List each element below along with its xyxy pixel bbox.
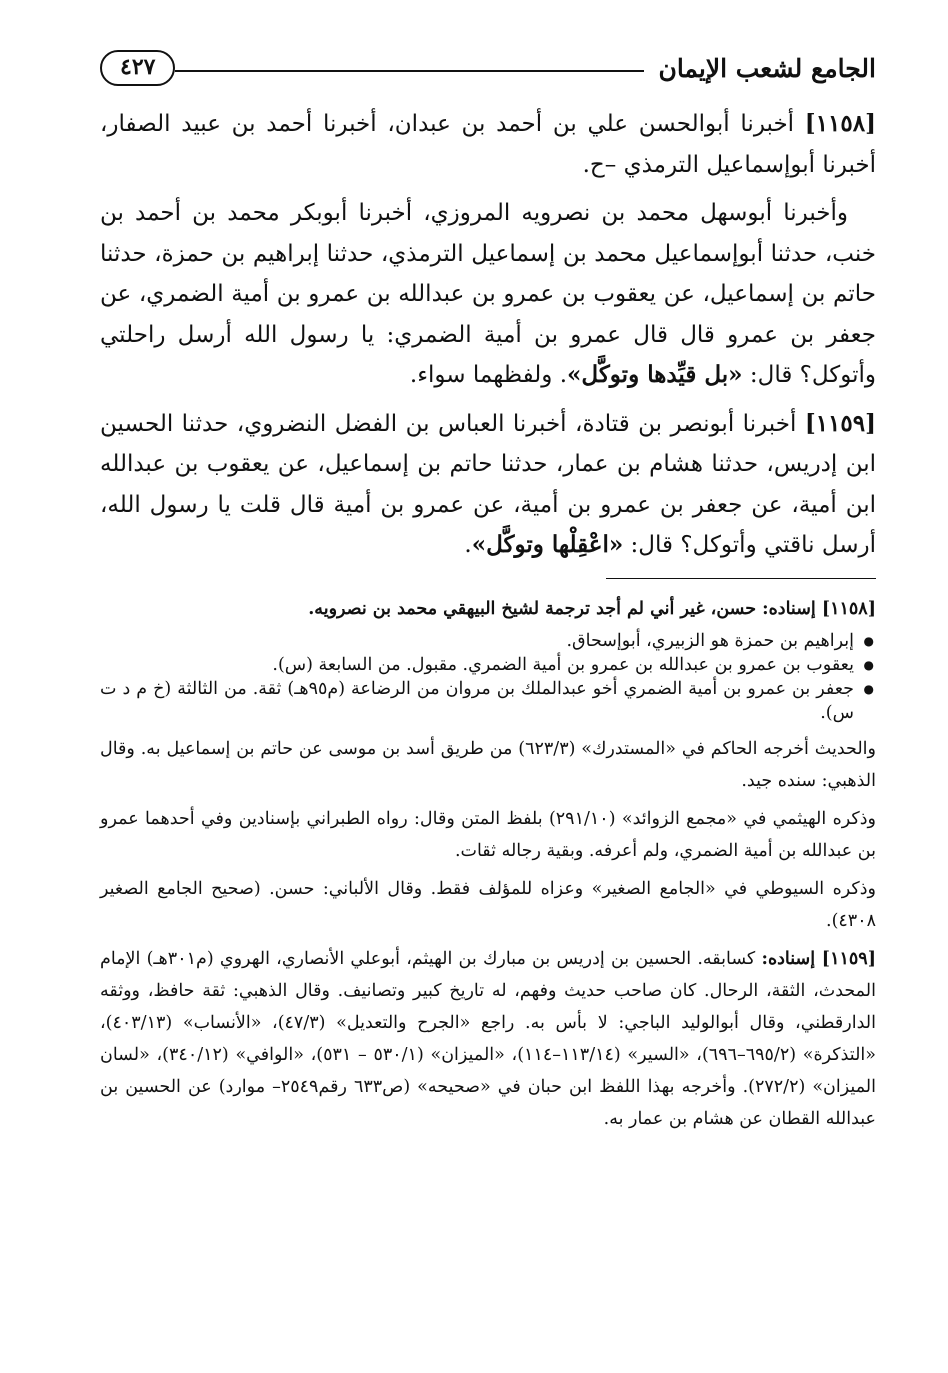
- hadith-1158: [100, 104, 876, 185]
- footnote-paragraph: وذكره الهيثمي في «مجمع الزوائد» (٢٩١/١٠) بلفظ المتن وقال: رواه الطبراني بإسنادين وفي أحدهما عمرو بن عبدالله بن أمية الضمري، ولم أعرفه. وبقية رجاله ثقات.: [100, 808, 876, 861]
- narrator-item: ● جعفر بن عمرو بن أمية الضمري أخو عبدالملك بن مروان من الرضاعة (م٩٥هـ) ثقة. من الثالثة (خ م د ت س).: [100, 677, 854, 725]
- page-header: [100, 40, 876, 96]
- footnote-1159: [100, 943, 876, 1135]
- hadith-number: [١١٥٨]: [804, 110, 876, 137]
- page-number: ٤٢٧: [100, 50, 175, 86]
- footnote-paragraph: والحديث أخرجه الحاكم في «المستدرك» (٦٢٣/٣) من طريق أسد بن موسى عن حاتم بن إسماعيل به. وقال الذهبي: سنده جيد.: [100, 738, 876, 791]
- narrator-list: [100, 629, 876, 725]
- running-title: الجامع لشعب الإيمان: [658, 53, 876, 83]
- narrator-item: ● إبراهيم بن حمزة هو الزبيري، أبوإسحاق.: [100, 629, 854, 653]
- hadith-chain: أخبرنا أبونصر بن قتادة، أخبرنا العباس بن الفضل النضروي، حدثنا الحسين ابن إدريس، حدثنا هشام بن عمار، حدثنا حاتم بن إسماعيل، عن يعقوب بن عبدالله ابن أمية، عن جعفر بن عمرو بن أمية، عن عمرو بن أمية قال قلت يا رسول الله، أرسل ناقتي وأتوكل؟ قال:: [100, 410, 876, 558]
- main-text: [100, 104, 876, 566]
- hadith-chain: وأخبرنا أبوسهل محمد بن نصرويه المروزي، أخبرنا أبوبكر محمد بن أحمد بن خنب، حدثنا أبوإسماعيل محمد بن إسماعيل الترمذي، حدثنا إبراهيم بن حمزة، حدثنا حاتم بن إسماعيل، عن يعقوب بن عمرو بن عبدالله بن عمرو بن أمية الضمري، عن جعفر بن عمرو قال قال عمرو بن أمية الضمري: يا رسول الله أرسل راحلتي وأتوكل؟ قال:: [100, 200, 876, 388]
- hadith-quote: «بل قيِّدها وتوكَّل»: [567, 361, 743, 388]
- header-rule: [175, 70, 644, 72]
- hadith-ending: .: [464, 532, 472, 558]
- hadith-1158-second-chain: [100, 193, 876, 396]
- hadith-chain: أخبرنا أبوالحسن علي بن أحمد بن عبدان، أخبرنا أحمد بن عبيد الصفار، أخبرنا أبوإسماعيل الترمذي –ح.: [100, 111, 876, 178]
- hadith-quote: «اعْقِلْها وتوكَّل»: [471, 531, 624, 558]
- hadith-ending: . ولفظهما سواء.: [409, 362, 568, 388]
- footnote-1158-heading: [١١٥٨] إسناده: حسن، غير أني لم أجد ترجمة لشيخ البيهقي محمد بن نصرويه.: [308, 598, 876, 619]
- hadith-1159: [100, 404, 876, 566]
- narrator-item: ● يعقوب بن عمرو بن عبدالله بن عمرو بن أمية الضمري. مقبول. من السابعة (س).: [100, 653, 854, 677]
- footnotes: [100, 593, 876, 1135]
- footnote-paragraph: وذكره السيوطي في «الجامع الصغير» وعزاه للمؤلف فقط. وقال الألباني: حسن. (صحيح الجامع الصغير ٤٣٠٨).: [100, 878, 876, 931]
- hadith-number: [١١٥٩]: [804, 409, 877, 437]
- footnote-1159-heading: [١١٥٩] إسناده:: [761, 948, 876, 969]
- footnote-divider: [606, 578, 876, 579]
- footnote-1159-text: كسابقه. الحسين بن إدريس بن مبارك بن الهيثم، أبوعلي الأنصاري، الهروي (م٣٠١هـ) الإمام المحدث، الثقة، الرحال. كان صاحب حديث وفهم، له تاريخ كبير وتصانيف. وقال الذهبي: ثقة حافظ، ووثقه الدارقطني، وقال أبوالوليد الباجي: لا بأس به. راجع «الجرح والتعديل» (٤٧/٣)، «الأنساب» (٤٠٣/١٣)، «التذكرة» (٦٩٥/٢–٦٩٦)، «السير» (١١٣/١٤–١١٤)، «الميزان» (٥٣٠/١ – ٥٣١)، «الوافي» (٣٤٠/١٢)، «لسان الميزان» (٢٧٢/٢). وأخرجه بهذا اللفظ ابن حبان في «صحيحه» (ص٦٣٣ رقم٢٥٤٩– موارد) عن الحسين بن عبدالله القطان عن هشام بن عمار به.: [100, 948, 877, 1129]
